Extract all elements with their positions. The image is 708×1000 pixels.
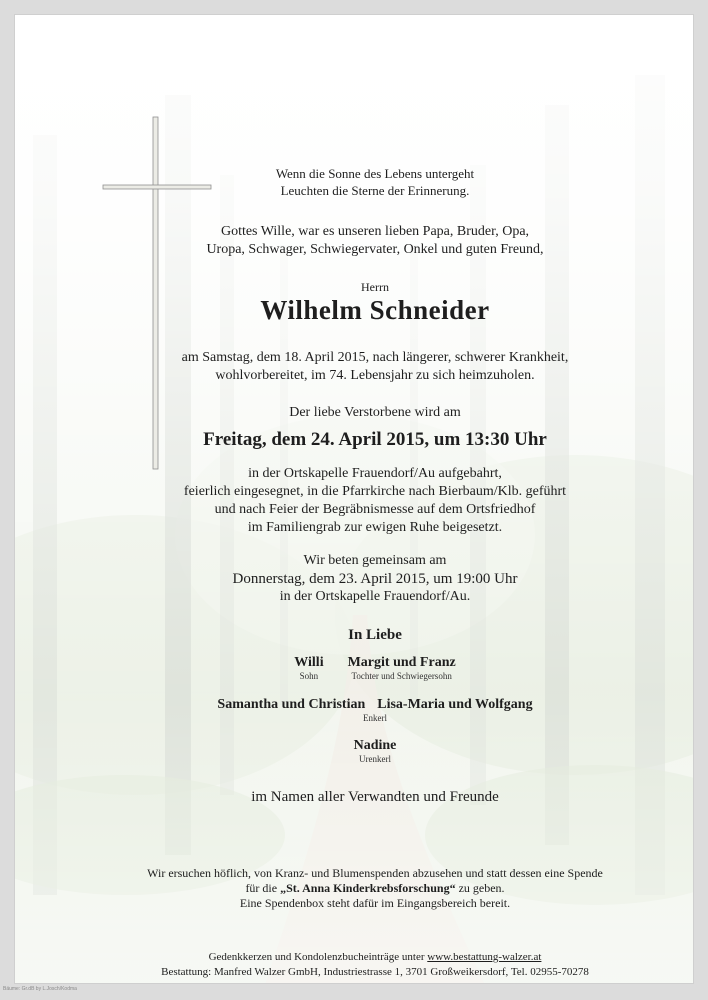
image-credit: Bäume: Gr.dB by L.Josch/Kodma [3,986,77,992]
obituary-text [15,15,694,984]
funeral-date: Freitag, dem 24. April 2015, um 13:30 Uhr [203,429,547,450]
website-link[interactable]: www.bestattung-walzer.at [427,951,542,963]
mourner-grandchild-1: Samantha und Christian [217,697,366,712]
funeral-details: in der Ortskapelle Frauendorf/Au aufgebahrt, feierlich eingesegnet, in die Pfarrkirche nach Bierbaum/Klb. geführt und nach Feier der Begräbnismesse auf dem Ortsfriedhof im Familiengrab zur ewigen Ruhe beigesetzt. [183,466,567,535]
death-statement: am Samstag, dem 18. April 2015, nach längerer, schwerer Krankheit, wohlvorbereitet, im 74. Lebensjahr zu sich heimzuholen. [181,350,569,383]
motto: Wenn die Sonne des Lebens untergeht Leuchten die Sterne der Erinnerung. [275,166,475,198]
closing-line: im Namen aller Verwandten und Freunde [251,789,499,805]
undertaker-info: Bestattung: Manfred Walzer GmbH, Industriestrasse 1, 3701 Großweikersdorf, Tel. 02955-70278 [161,966,589,978]
footer: Gedenkkerzen und Kondolenzbucheinträge unter www.bestattung-walzer.at Bestattung: Manfred Walzer GmbH, Industriestrasse 1, 3701 Großweikersdorf, Tel. 02955-70278 [55,950,694,980]
funeral-intro: Der liebe Verstorbene wird am [289,405,461,420]
mourner-grandchild-2: Lisa-Maria und Wolfgang [377,697,533,712]
mourner-daughter: Margit und Franz Tochter und Schwiegersohn [347,655,456,681]
mourners-row-greatgrandchild [55,738,694,764]
obituary-card [14,14,694,984]
grandchildren-relation: Enkerl [363,713,387,723]
deceased-name: Wilhelm Schneider [260,295,490,325]
charity-name: „St. Anna Kinderkrebsforschung“ [280,881,456,895]
great-grandchild-relation: Urenkerl [359,754,391,764]
mourner-great-grandchild: Nadine [353,738,397,753]
donation-notice: Wir ersuchen höflich, von Kranz- und Blumenspenden abzusehen und statt dessen eine Spende für die „St. Anna Kinderkrebsforschung“ zu geben. Eine Spendenbox steht dafür im Eingangsbereich bereit. [147,866,603,910]
mourners-heading: In Liebe [348,627,402,643]
salutation: Herrn [361,280,389,294]
mourners-row-children [55,655,694,681]
intro-text: Gottes Wille, war es unseren lieben Papa, Bruder, Opa, Uropa, Schwager, Schwiegervater, Onkel und guten Freund, [206,224,544,257]
mourners-row-grandchildren [55,697,694,723]
mourner-son: Willi Sohn [294,655,324,681]
prayer-info: Wir beten gemeinsam am Donnerstag, dem 23. April 2015, um 19:00 Uhr in der Ortskapelle Frauendorf/Au. [232,553,518,604]
